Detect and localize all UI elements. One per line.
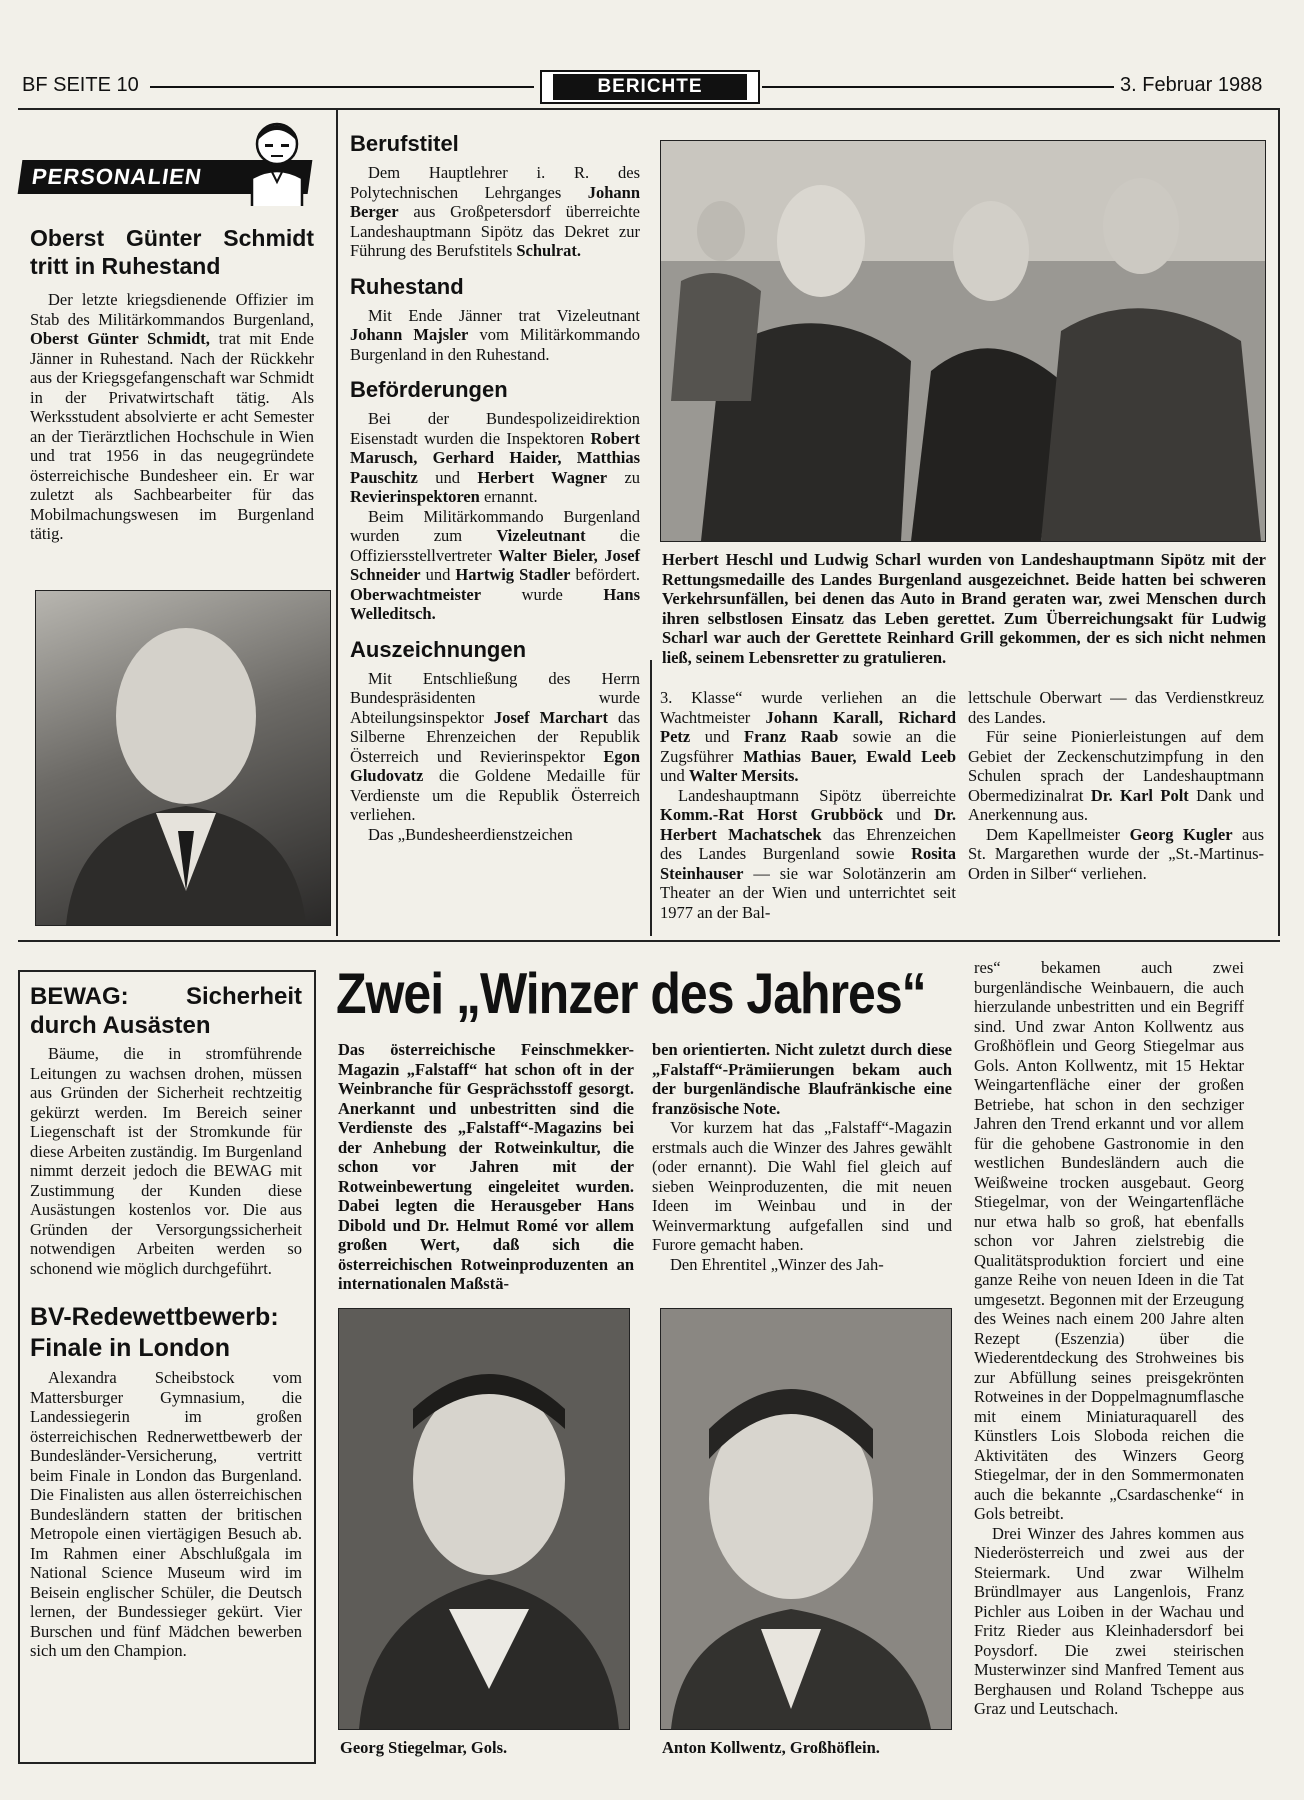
section-label: BERICHTE: [553, 74, 746, 100]
column-rule-right: [1278, 108, 1280, 936]
auszeichnungen-text-4: Das „Bundesheerdienstzeichen: [368, 824, 573, 844]
award-ceremony-photo: [660, 140, 1266, 542]
heading-berufstitel: Berufstitel: [350, 131, 459, 156]
colA-name-6: Dr. Herbert Machatschek: [660, 805, 957, 844]
bewag-body: Bäume, die in stromführende Leitungen zu wachsen drohen, müssen aus Gründen der Sicherheit rechtzeitig gekürzt werden. Im Bereich seiner Liegenschaft ist der Stromkunde für diese Arbeiten zuständig. Im Burgenland nimmt derzeit jedoch die BEWAG mit Zustimmung der Kunden diese Ausästungen kostenlos vor. Die aus Gründen der Versorgungssicherheit notwendigen Arbeiten werden so schonend wie möglich durchgeführt.: [30, 1044, 302, 1278]
befoerderungen-text-7: und: [425, 565, 451, 584]
award-photo-caption: Herbert Heschl und Ludwig Scharl wurden von Landeshauptmann Sipötz mit der Rettungsmedaille des Landes Burgenland ausgezeichnet. Beide hatten bei schweren Verkehrsunfällen, bei denen das Auto in Brand geraten war, zwei Menschen durch ihren selbstlosen Einsatz das Leben gerettet. Zum Überreichungsakt für Ludwig Scharl war auch der Gerettete Reinhard Grill gekommen, der es sich nicht nehmen ließ, seinem Lebensretter zu gratulieren.: [662, 550, 1266, 667]
caption-stiegelmar: Georg Stiegelmar, Gols.: [340, 1738, 508, 1757]
berufstitel-name-1: Johann Berger: [350, 182, 640, 221]
winzer-column-2: [652, 1040, 952, 1274]
winzer-column-3: [974, 958, 1244, 1719]
colA-text-4: und: [660, 766, 685, 785]
befoerderungen-name-4: Hans Welleditsch.: [350, 584, 640, 623]
berufstitel-text-2: aus Großpetersdorf überreichte Landeshauptmann Sipötz das Dekret zur Führung des Berufstitels: [350, 202, 640, 260]
kollwentz-silhouette: [661, 1309, 951, 1729]
befoerderungen-rank-3: Oberwachtmeister: [350, 584, 482, 604]
colB-text-5: aus St. Margarethen wurde der „St.-Martinus-Orden in Silber“ verliehen.: [968, 824, 1265, 883]
portrait-photo-kollwentz: [660, 1308, 952, 1730]
bv-body: Alexandra Scheibstock vom Mattersburger Gymnasium, die Landessiegerin im großen österreichischen Rednerwettbewerb der Bundesländer-Versicherung, vertritt beim Finale in London das Burgenland. Die Finalisten aus allen österreichischen Bundesländern statten der britischen Metropole einen viertägigen Besuch ab. Im Rahmen einer Abschlußgala im National Science Museum wird im Beisein englischer Schüler, die Deutsch lernen, der Bundessieger gekürt. Vier Burschen und fünf Mädchen bewerben sich um den Champion.: [30, 1368, 302, 1660]
colA-name-5: Komm.-Rat Horst Grubböck: [660, 805, 883, 824]
auszeichnungen-text-2: das Silberne Ehrenzeichen der Republik Österreich und Revierinspektor: [350, 707, 641, 766]
befoerderungen-rank-2: Vizeleutnant: [496, 526, 586, 545]
winzer-col2-body-1: Vor kurzem hat das „Falstaff“-Magazin erstmals auch die Winzer des Jahres gewählt (oder ernannt). Die Wahl fiel gleich auf sieben Weinproduzenten, die mit neuen Ideen im Weinbau und in der Weinvermarktung aufgefallen sind und Furore gemacht haben.: [652, 1118, 952, 1254]
auszeichnungen-text-3: die Goldene Medaille für Verdienste um die Republik Österreich verliehen.: [350, 766, 640, 824]
befoerderungen-text-2: und: [435, 467, 460, 487]
befoerderungen-rank-1: Revierinspektoren: [350, 487, 480, 506]
page-number: BF SEITE 10: [22, 74, 139, 96]
personalien-article: [30, 224, 314, 544]
personalien-body-1: Der letzte kriegsdienende Offizier im Stab des Militärkommandos Burgenland,: [30, 290, 314, 329]
winzer-col3-body-2: Drei Winzer des Jahres kommen aus Niederösterreich und zwei aus der Steiermark. Und zwar Wilhelm Bründlmayer aus Langenlois, Franz Pichler aus Loiben in der Wachau und Fritz Rieder aus Kleinhadersdorf bei Poysdorf. Die zwei steirischen Musterwinzer sind Manfred Tement aus Berghausen und Roland Tscheppe aus Graz und Leutschach.: [974, 1523, 1244, 1718]
stiegelmar-silhouette: [339, 1309, 629, 1729]
colB-name-1: Dr. Karl Polt: [1090, 785, 1189, 805]
colA-text-8: — sie war Solotänzerin am Theater an der Wien und unterrichtet seit 1977 an der Bal-: [660, 863, 956, 922]
colB-text-2: Für seine Pionierleistungen auf dem Gebiet der Zeckenschutzimpfung in den Schulen sprach der Landeshauptmann Obermedizinalrat: [968, 727, 1264, 805]
colA-names-3: Mathias Bauer, Ewald Leeb: [743, 746, 957, 766]
column-rule-1: [336, 108, 338, 936]
berufstitel-name-2: Schulrat.: [516, 241, 582, 260]
colA-name-7: Rosita Steinhauser: [660, 844, 956, 883]
middle-column: [350, 130, 640, 844]
colA-name-2: Franz Raab: [744, 727, 839, 746]
bewag-article: [30, 982, 302, 1661]
ruhestand-text-2: vom Militärkommando Burgenland in den Ruhestand.: [350, 325, 641, 364]
colB-text-3: Dank und Anerkennung aus.: [968, 785, 1264, 824]
page-date: 3. Februar 1988: [1120, 74, 1263, 96]
award-ceremony-silhouettes: [661, 141, 1265, 541]
section-divider: [18, 940, 1280, 942]
colA-name-4: Walter Mersits.: [688, 766, 799, 785]
personalien-logo: [18, 120, 314, 206]
heading-auszeichnungen: Auszeichnungen: [350, 636, 527, 662]
colB-name-2: Georg Kugler: [1129, 824, 1233, 844]
winzer-headline: Zwei „Winzer des Jahres“: [336, 961, 926, 1026]
bewag-headline: BEWAG: Sicherheit durch Ausästen: [30, 983, 302, 1039]
befoerderungen-text-4: ernannt.: [483, 487, 538, 506]
auszeichnungen-text-1: Mit Entschließung des Herrn Bundespräsidenten wurde Abteilungsinspektor: [350, 668, 640, 727]
colA-text-2: und: [704, 727, 730, 746]
colB-text-1: lettschule Oberwart — das Verdienstkreuz des Landes.: [968, 688, 1264, 727]
befoerderungen-names-1: Robert Marusch, Gerhard Haider, Matthias Pauschitz: [350, 428, 641, 487]
ruhestand-name: Johann Majsler: [350, 325, 469, 344]
befoerderungen-text-6: die Offiziersstellvertreter: [350, 526, 640, 565]
header-rule-right: [762, 86, 1114, 88]
caption-kollwentz: Anton Kollwentz, Großhöflein.: [662, 1738, 880, 1757]
colA-names-1: Johann Karall, Richard Petz: [660, 707, 956, 746]
befoerderungen-name-2: Herbert Wagner: [477, 467, 608, 487]
personalien-body-2: trat mit Ende Jänner in Ruhestand. Nach der Rückkehr aus der Kriegsgefangenschaft war Schmidt in der Privatwirtschaft tätig. Als Werksstudent absolvierte er acht Semester an der Tierärztlichen Hochschule in Wien und trat 1956 in das neugegründete österreichische Bundesheer ein. Er war zuletzt als Sachbearbeiter für das Mobilmachungswesen im Burgenland tätig.: [30, 329, 315, 543]
befoerderungen-name-3: Hartwig Stadler: [455, 565, 571, 584]
berufstitel-text-1: Dem Hauptlehrer i. R. des Polytechnischen Lehrganges: [350, 163, 640, 202]
personalien-name: Oberst Günter Schmidt,: [30, 329, 210, 348]
winzer-col2-body-2: Den Ehrentitel „Winzer des Jah-: [670, 1254, 884, 1274]
winzer-col2-lead: ben orientierten. Nicht zuletzt durch diese „Falstaff“-Prämiierungen bekam auch der burgenländische Blaufränkische eine französische Note.: [652, 1040, 952, 1118]
person-cartoon-icon: [244, 120, 310, 206]
bv-headline: BV-Redewettbewerb: Finale in London: [30, 1303, 279, 1362]
ruhestand-text-1: Mit Ende Jänner trat Vizeleutnant: [368, 305, 640, 325]
right-column-b: [968, 688, 1264, 883]
personalien-logo-text: PERSONALIEN: [18, 160, 313, 194]
colA-text-7: das Ehrenzeichen des Landes Burgenland sowie: [660, 824, 956, 863]
befoerderungen-text-5: Beim Militärkommando Burgenland wurden zum: [350, 506, 640, 545]
colA-text-3: sowie an die Zugsführer: [660, 727, 957, 766]
winzer-col3-body-1: res“ bekamen auch zwei burgenländische Weinbauern, die auch hierzulande unbestritten und ein Begriff sind. Und zwar Anton Kollwentz aus Großhöflein und Georg Stiegelmar aus Gols. Anton Kollwentz, mit 15 Hektar Weingartenfläche einer der großen Betriebe, hat schon in den sechziger Jahren den Trend erkannt und vor allem für die gehobene Gastronomie in den westlichen Bundesländern auch die Weißweine trocken ausgebaut. Georg Stiegelmar, von der Weingartenfläche nur etwa halb so groß, hat ebenfalls schon vor Jahren zielstrebig die Qualitätsproduktion forciert und eine ganze Reihe von neuen Ideen in die Tat umgesetzt. Begonnen mit der Erzeugung des Weines nach einem 200 Jahre alten Rezept (Eszenzia) über die Wiederentdeckung des Strohweines bis zur Abfüllung seines preisgekrönten Rotweines in der Doppelmagnumflasche mit einem Miniaturaquarell des Künstlers Lois Sloboda reichen die Aktivitäten des Winzers Georg Stiegelmar, der in den Sommermonaten auch die bekannte „Csardaschenke“ in Gols betreibt.: [974, 958, 1244, 1523]
auszeichnungen-name-2: Egon Gludovatz: [350, 746, 640, 785]
portrait-photo-stiegelmar: [338, 1308, 630, 1730]
winzer-lead: Das österreichische Feinschmekker-Magazin „Falstaff“ hat schon oft in der Weinbranche für Gesprächsstoff gesorgt. Anerkannt und unbestritten sind die Verdienste des „Falstaff“-Magazins bei der Anhebung der Rotweinkultur, die schon vor Jahren mit der Rotweinbewertung eingeleitet wurden. Dabei legten die Herausgeber Hans Dibold und Dr. Helmut Romé vor allem großen Wert, daß sich die österreichischen Rotweinproduzenten an internationalen Maßstä-: [338, 1040, 634, 1293]
colB-text-4: Dem Kapellmeister: [986, 824, 1121, 844]
colA-text-1: 3. Klasse“ wurde verliehen an die Wachtmeister: [660, 688, 956, 727]
section-label-box: [540, 70, 760, 104]
header-rule-left: [150, 86, 534, 88]
befoerderungen-text-9: wurde: [521, 584, 563, 604]
befoerderungen-text-1: Bei der Bundespolizeidirektion Eisenstadt wurden die Inspektoren: [350, 409, 640, 448]
colA-text-6: und: [896, 805, 921, 824]
right-column-a: [660, 688, 956, 922]
befoerderungen-names-2: Walter Bieler, Josef Schneider: [350, 545, 641, 584]
portrait-silhouette: [36, 591, 330, 925]
personalien-headline: Oberst Günter Schmidt tritt in Ruhestand: [30, 225, 314, 279]
colA-text-5: Landeshauptmann Sipötz überreichte: [678, 785, 956, 805]
befoerderungen-text-8: befördert.: [575, 565, 641, 584]
heading-ruhestand: Ruhestand: [350, 273, 464, 299]
auszeichnungen-name-1: Josef Marchart: [493, 707, 609, 727]
befoerderungen-text-3: zu: [624, 467, 641, 487]
portrait-photo-schmidt: [35, 590, 331, 926]
heading-befoerderungen: Beförderungen: [350, 377, 508, 402]
column-rule-2: [650, 660, 652, 936]
